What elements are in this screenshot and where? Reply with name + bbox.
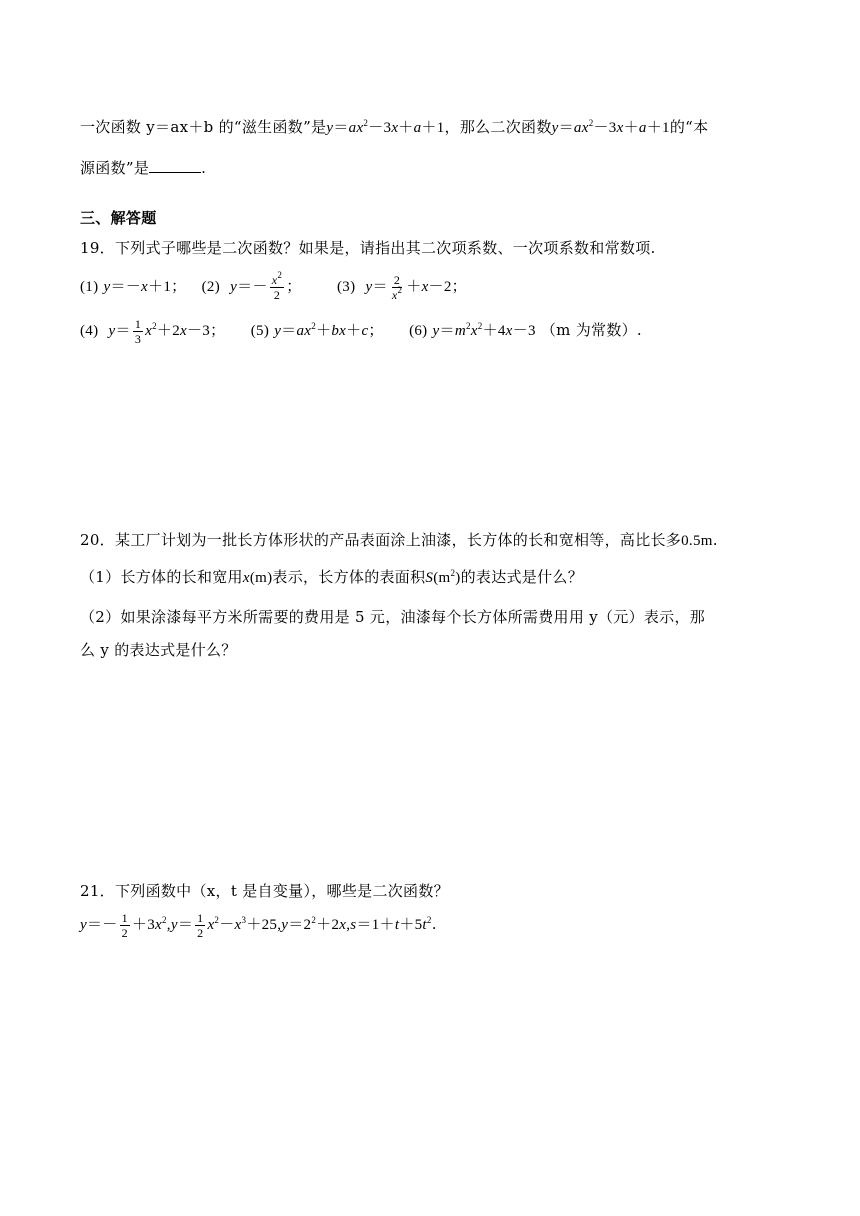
q19-item3-label: (3) <box>337 279 356 295</box>
q18-text-e: . <box>201 159 207 177</box>
answer-blank[interactable] <box>149 158 201 173</box>
q20-part2-line1: （2）如果涂漆每平方米所需要的费用是 5 元，油漆每个长方体所需费用用 y（元）表示，那 <box>80 608 706 626</box>
q21-formula-4: $s=1+t+5t^2$ <box>350 915 432 933</box>
q19-item5-formula: $y=ax^2+bx+c$； <box>274 321 384 339</box>
q20-part1: （1）长方体的长和宽用x(m)表示，长方体的表面积$S(m^2)$的表达式是什么？ <box>80 568 583 586</box>
q20-stem-end: . <box>712 531 718 549</box>
q20-part1-text-a: （1）长方体的长和宽用 <box>80 568 243 586</box>
q19-item6-formula: $y=m^2x^2+4x-3$ <box>432 321 536 339</box>
q20-part1-text-b: 表示，长方体的表面积 <box>272 568 426 586</box>
q19-item2-label: (2) <box>201 279 221 295</box>
q18-continuation-line2 <box>80 158 206 178</box>
q19-item6-label: (6) <box>409 323 428 339</box>
q21-formula-2: y＝ $\frac{1}{2}$ $x^2-x^3+25$, <box>170 910 282 940</box>
q19-stem: 19．下列式子哪些是二次函数？如果是，请指出其二次项系数、一次项系数和常数项. <box>80 239 656 257</box>
q18-text-d: 源函数”是 <box>80 159 150 177</box>
q19-item3-formula: y＝ $\frac{2}{x^2}$ ＋x－2； <box>365 272 467 302</box>
q18-text-a: 一次函数 y＝ax＋b 的“滋生函数”是 <box>80 118 327 136</box>
q20-var-s: S <box>425 570 434 586</box>
q19-items-row1: (1) y＝－x＋1； (2) y＝－ $\frac{x^2}{2}$ ； (3) y＝ $\frac{2}{x^2}$ ＋x－2； <box>80 269 467 302</box>
q21-end: . <box>431 915 437 933</box>
q20-stem <box>80 530 718 551</box>
q19-item5-label: (5) <box>250 323 270 339</box>
q20-part2-line2: 么 y 的表达式是什么？ <box>80 641 237 659</box>
q20-stem-value: 0.5m <box>681 533 713 549</box>
q18-formula-1: y <box>326 120 334 136</box>
q20-part1-text-c: 的表达式是什么？ <box>460 568 583 586</box>
q21-stem: 21．下列函数中（x，t 是自变量），哪些是二次函数？ <box>80 882 449 900</box>
q19-item1-label: (1) <box>80 279 99 295</box>
q19-item4-label: (4) <box>80 323 99 339</box>
q19-item1-formula: y <box>103 279 111 295</box>
q18-formula-2: y <box>551 120 559 136</box>
q20-var-x: x <box>242 570 250 586</box>
q18-text-b: ，那么二次函数 <box>444 118 552 136</box>
q21-formula-1: y＝－ $\frac{1}{2}$ $+3x^2$, <box>80 910 171 940</box>
q21-formulas <box>80 906 437 946</box>
q19-items-row2 <box>80 312 642 352</box>
q18-text-c: 的“本 <box>669 118 709 136</box>
section-heading: 三、解答题 <box>80 209 157 227</box>
q18-continuation-line1: 一次函数 y＝ax＋b 的“滋生函数”是$y=ax^2-3x+a+1$，那么二次函数$y=ax^2-3x+a+1$的“本 <box>80 118 709 136</box>
q19-item6-note: （m 为常数）. <box>540 321 642 339</box>
q20-stem-text: 20．某工厂计划为一批长方体形状的产品表面涂上油漆，长方体的长和宽相等，高比长多 <box>80 531 682 549</box>
q19-item2-formula: y＝－ $\frac{x^2}{2}$ ； <box>230 269 302 302</box>
q19-item4-formula: y＝ $\frac{1}{3}$ $x^2+2x-3$； <box>108 316 226 346</box>
q21-formula-3: $y=2^2+2x$, <box>281 915 351 933</box>
